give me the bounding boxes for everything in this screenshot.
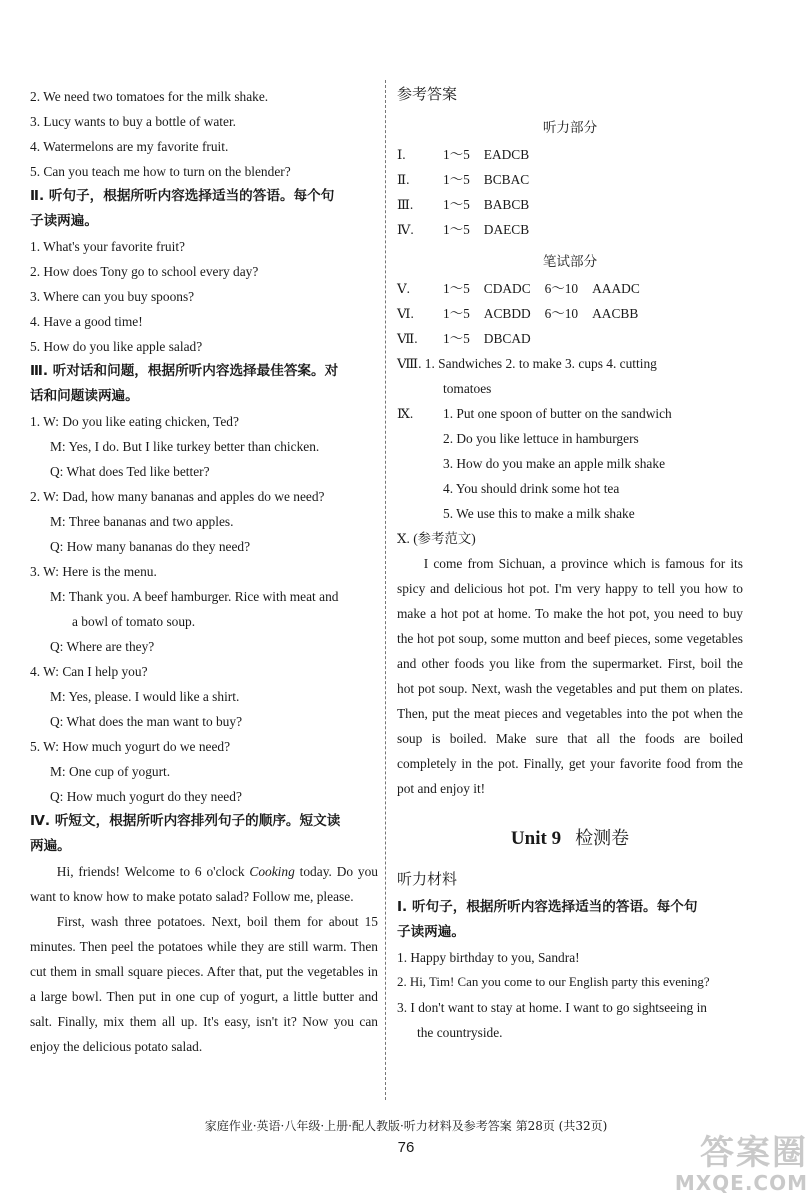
passage-program-name: Cooking bbox=[249, 864, 295, 879]
section-heading: Ⅲ. 听对话和问题，根据所听内容选择最佳答案。对 bbox=[30, 363, 339, 379]
list-item: 4. Watermelons are my favorite fruit. bbox=[30, 139, 229, 154]
dialog-question: Q: How much yogurt do they need? bbox=[50, 789, 242, 804]
dialog-question: Q: Where are they? bbox=[50, 639, 155, 654]
answer-row: Ⅱ. 1～5 BCBAC bbox=[397, 172, 530, 187]
watermark-url: MXQE.COM bbox=[674, 1171, 808, 1195]
material-title: 听力材料 bbox=[397, 870, 458, 888]
dialog-line: 5. W: How much yogurt do we need? bbox=[30, 739, 231, 754]
watermark-logo bbox=[675, 1134, 808, 1194]
answer-row: Ⅲ. 1～5 BABCB bbox=[397, 197, 530, 212]
list-item: 2. We need two tomatoes for the milk shake. bbox=[30, 89, 269, 104]
section-heading-cont: 话和问题读两遍。 bbox=[30, 388, 139, 404]
section-heading: Ⅹ. (参考范文) bbox=[397, 531, 476, 546]
right-column bbox=[397, 84, 743, 1045]
answer-row: Ⅰ. 1～5 EADCB bbox=[397, 147, 530, 162]
dialog-line: 3. W: Here is the menu. bbox=[30, 564, 157, 579]
section-heading: Ⅳ. 听短文，根据所听内容排列句子的顺序。短文读 bbox=[30, 813, 341, 829]
listening-title: 听力部分 bbox=[542, 120, 598, 136]
dialog-line: 4. W: Can I help you? bbox=[30, 664, 148, 679]
passage-text: Hi, friends! Welcome to 6 o'clock bbox=[56, 864, 250, 879]
list-item: 2. How does Tony go to school every day? bbox=[30, 264, 259, 279]
list-item: 1. What's your favorite fruit? bbox=[30, 239, 185, 254]
list-item: 3. Where can you buy spoons? bbox=[30, 289, 195, 304]
answer-row-cont: tomatoes bbox=[443, 381, 492, 396]
page-number: 76 bbox=[397, 1139, 415, 1156]
passage-paragraph: First, wash three potatoes. Next, boil them for about 15 minutes. Then peel the potatoes while they are still warm. Then cut them in small square pieces. After that, put the vegetables in a large bowl. Then put in one cup of yogurt, a little butter and salt. Finally, mix them all up. It's easy, isn't it? Now you can enjoy the delicious potato salad. bbox=[30, 914, 378, 1054]
dialog-question: Q: What does Ted like better? bbox=[50, 464, 210, 479]
dialog-line: M: Three bananas and two apples. bbox=[50, 514, 234, 529]
unit-title: Unit 9 检测卷 bbox=[510, 828, 630, 849]
answer-row: 2. Do you like lettuce in hamburgers bbox=[443, 431, 639, 446]
model-essay: I come from Sichuan, a province which is famous for its spicy and delicious hot pot. I'm very happy to tell you how to make a hot pot at home. To make the hot pot, you need to buy the hot pot soup, some mutton and beef pieces, some vegetables and other foods you like from the supermarket. First, boil the hot pot soup. Next, wash the vegetables and put them on plates. Then, put the meat pieces and vegetables into the pot when the soup is boiled. Make sure that all the foods are boiled completely in the pot. Finally, get your favorite food from the pot and enjoy it! bbox=[397, 556, 743, 796]
dialog-question: Q: How many bananas do they need? bbox=[50, 539, 251, 554]
list-item: 1. Happy birthday to you, Sandra! bbox=[397, 950, 580, 965]
list-item: 3. I don't want to stay at home. I want to go sightseeing in bbox=[397, 1000, 707, 1015]
list-item: 5. Can you teach me how to turn on the blender? bbox=[30, 164, 291, 179]
dialog-line: 2. W: Dad, how many bananas and apples do we need? bbox=[30, 489, 325, 504]
answer-row: Ⅳ. 1～5 DAECB bbox=[397, 222, 530, 237]
section-heading-cont: 两遍。 bbox=[30, 838, 71, 854]
left-column bbox=[30, 84, 378, 1059]
answer-row: 3. How do you make an apple milk shake bbox=[443, 456, 666, 471]
dialog-line: M: Yes, I do. But I like turkey better than chicken. bbox=[50, 439, 320, 454]
answer-row: Ⅵ. 1～5 ACBDD 6～10 AACBB bbox=[397, 306, 639, 321]
passage-paragraph bbox=[30, 859, 378, 909]
watermark-text: 答案圈 bbox=[700, 1133, 808, 1173]
dialog-line-cont: a bowl of tomato soup. bbox=[72, 614, 196, 629]
answer-row: Ⅴ. 1～5 CDADC 6～10 AAADC bbox=[397, 281, 640, 296]
written-title: 笔试部分 bbox=[542, 254, 598, 270]
list-item: 4. Have a good time! bbox=[30, 314, 143, 329]
column-divider bbox=[385, 80, 386, 1100]
list-item: 3. Lucy wants to buy a bottle of water. bbox=[30, 114, 237, 129]
section-heading-cont: 子读两遍。 bbox=[397, 924, 465, 940]
list-item: 2. Hi, Tim! Can you come to our English party this evening? bbox=[397, 975, 710, 989]
dialog-line: 1. W: Do you like eating chicken, Ted? bbox=[30, 414, 239, 429]
section-heading: Ⅱ. 听句子，根据所听内容选择适当的答语。每个句 bbox=[30, 188, 335, 204]
answer-row: 4. You should drink some hot tea bbox=[443, 481, 620, 496]
answer-row: Ⅸ. 1. Put one spoon of butter on the sandwich bbox=[397, 406, 672, 421]
answer-row: Ⅷ. 1. Sandwiches 2. to make 3. cups 4. cutting bbox=[397, 356, 657, 371]
answers-title: 参考答案 bbox=[397, 85, 458, 103]
list-item-cont: the countryside. bbox=[417, 1025, 503, 1040]
dialog-line: M: Thank you. A beef hamburger. Rice with meat and bbox=[50, 589, 339, 604]
list-item: 5. How do you like apple salad? bbox=[30, 339, 203, 354]
section-heading-cont: 子读两遍。 bbox=[30, 213, 98, 229]
answer-row: Ⅶ. 1～5 DBCAD bbox=[397, 331, 531, 346]
answer-row: 5. We use this to make a milk shake bbox=[443, 506, 635, 521]
dialog-question: Q: What does the man want to buy? bbox=[50, 714, 243, 729]
dialog-line: M: Yes, please. I would like a shirt. bbox=[50, 689, 240, 704]
dialog-line: M: One cup of yogurt. bbox=[50, 764, 171, 779]
passage-text: today. Do you want to know how to make potato salad? Follow me, please. bbox=[30, 864, 378, 904]
section-heading: Ⅰ. 听句子，根据所听内容选择适当的答语。每个句 bbox=[397, 899, 698, 915]
page-footer: 家庭作业·英语·八年级·上册·配人教版·听力材料及参考答案 第28页 (共32页) bbox=[204, 1119, 608, 1133]
